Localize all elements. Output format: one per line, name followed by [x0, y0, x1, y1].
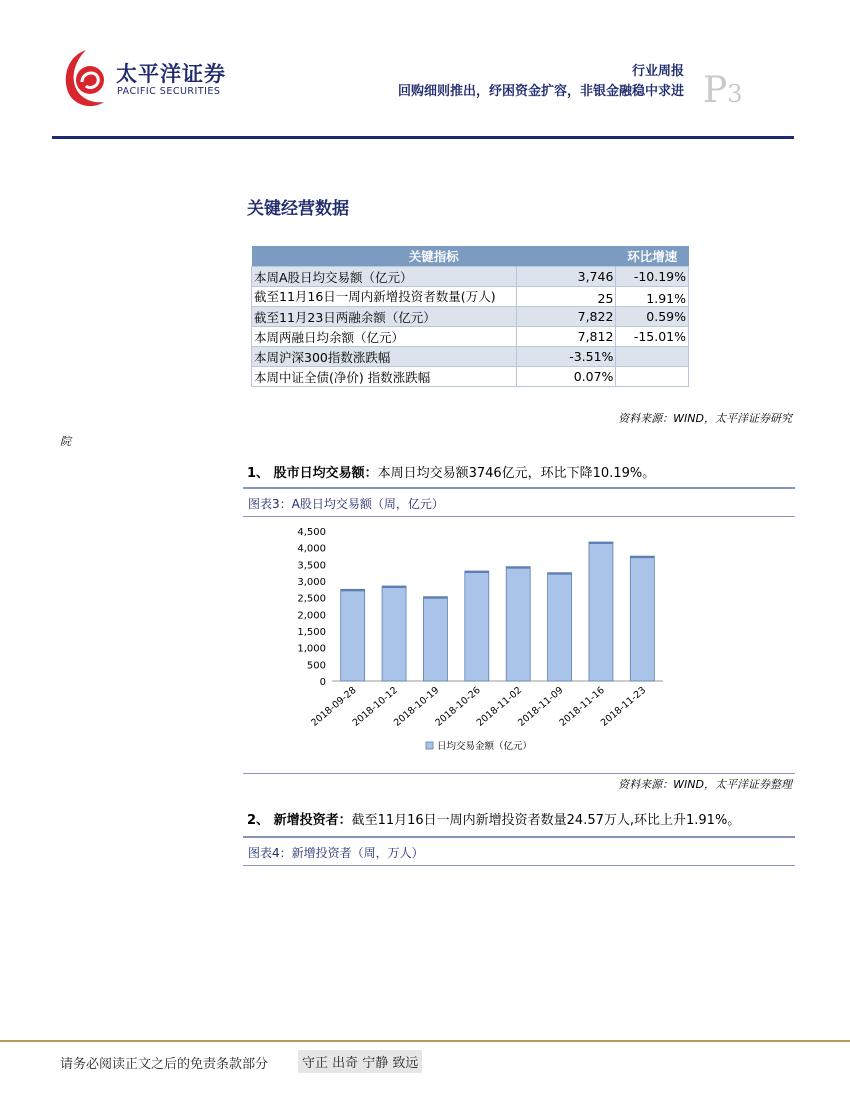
table-row [252, 307, 689, 327]
y-tick-label: 3,000 [297, 577, 326, 588]
figure3-caption-bar [243, 487, 795, 517]
key-data-table [251, 246, 689, 387]
paragraph-lead: 1、 股市日均交易额： [247, 466, 378, 481]
figure3-caption: 图表3：A股日均交易额（周，亿元） [248, 497, 444, 511]
y-tick-label: 4,500 [297, 527, 326, 538]
logo-cn-text: 太平洋证券 [116, 62, 226, 86]
paragraph-trading-volume [247, 462, 655, 481]
report-type: 行业周报 [631, 64, 684, 79]
table-cell-name: 本周A股日均交易额（亿元） [252, 267, 517, 287]
bar [506, 567, 530, 681]
table-cell-value: 0.07% [516, 367, 616, 387]
bar-cap [589, 542, 613, 544]
footer-motto: 守正 出奇 宁静 致远 [298, 1050, 422, 1073]
table-row [252, 347, 689, 367]
bar-chart [268, 517, 713, 767]
figure4-caption-bar [243, 836, 795, 866]
table-cell-name: 本周沪深300指数涨跌幅 [252, 347, 517, 367]
table-cell-name: 本周两融日均余额（亿元） [252, 327, 517, 347]
bar-cap [506, 567, 530, 569]
report-title: 回购细则推出，纾困资金扩容，非银金融稳中求进 [397, 84, 684, 99]
table-cell-name: 截至11月23日两融余额（亿元） [252, 307, 517, 327]
table-header-row [252, 246, 689, 267]
table-cell-value: 3,746 [516, 267, 616, 287]
table-cell-wow: -10.19% [616, 267, 689, 287]
y-tick-label: 1,500 [297, 627, 326, 638]
table-cell-wow [616, 347, 689, 367]
x-tick-label: 2018-11-02 [474, 684, 525, 729]
page-letter: P [703, 70, 728, 111]
bar [548, 573, 572, 681]
x-tick-label: 2018-11-16 [557, 684, 607, 729]
y-tick-label: 4,000 [297, 543, 326, 555]
footer-disclaimer: 请务必阅读正文之后的免责条款部分 [60, 1057, 269, 1072]
table-header-indicator: 关键指标 [252, 246, 616, 267]
paragraph-new-investors [247, 809, 740, 828]
header-divider [52, 136, 794, 139]
x-tick-label: 2018-09-28 [309, 684, 359, 729]
page-digit: 3 [727, 80, 743, 108]
bar-cap [423, 597, 447, 599]
y-tick-label: 2,000 [297, 610, 326, 622]
page-number [703, 70, 743, 111]
paragraph-lead: 2、 新增投资者： [247, 813, 352, 828]
bar-cap [382, 586, 406, 588]
bar-cap [630, 556, 654, 558]
paragraph-text: 截至11月16日一周内新增投资者数量24.57万人,环比上升1.91%。 [351, 813, 741, 828]
figure4-caption: 图表4：新增投资者（周，万人） [248, 846, 424, 860]
table-cell-wow: -15.01% [616, 327, 689, 347]
section-title: 关键经营数据 [247, 199, 349, 219]
footer-divider [0, 1040, 850, 1042]
table-cell-name: 本周中证全债(净价) 指数涨跌幅 [252, 367, 517, 387]
bar-cap [465, 571, 489, 573]
y-tick-label: 3,500 [297, 560, 326, 572]
table-row [252, 327, 689, 347]
bar [465, 571, 489, 681]
x-tick-label: 2018-11-09 [516, 684, 566, 729]
bar [589, 542, 613, 681]
bar-cap [341, 589, 365, 591]
figure3-bottom-rule [243, 773, 795, 774]
table-cell-name: 截至11月16日一周内新增投资者数量(万人) [252, 287, 517, 307]
table-cell-value: 25 [516, 287, 616, 307]
legend-label: 日均交易金额（亿元） [437, 741, 533, 752]
y-tick-label: 0 [319, 677, 326, 688]
table-cell-value: 7,812 [516, 327, 616, 347]
table-row [252, 367, 689, 387]
company-logo [60, 44, 260, 114]
paragraph-text: 本周日均交易额3746亿元，环比下降10.19%。 [377, 466, 656, 481]
legend-swatch [426, 742, 433, 749]
table-cell-wow: 0.59% [616, 307, 689, 327]
logo-emblem-icon [60, 44, 110, 110]
bar [382, 586, 406, 681]
table-header-wow: 环比增速 [616, 246, 689, 267]
bar-cap [548, 573, 572, 575]
table-source: 资料来源：WIND，太平洋证券研究 [618, 412, 792, 425]
y-tick-label: 500 [306, 660, 326, 672]
logo-en-text: PACIFIC SECURITIES [117, 86, 221, 97]
table-cell-value: 7,822 [516, 307, 616, 327]
y-tick-label: 1,000 [297, 643, 326, 655]
x-tick-label: 2018-10-19 [391, 684, 442, 729]
x-tick-label: 2018-10-12 [350, 684, 400, 729]
table-row [252, 267, 689, 287]
x-tick-label: 2018-11-23 [598, 684, 649, 729]
bar [423, 597, 447, 681]
table-cell-value: -3.51% [516, 347, 616, 367]
bar [630, 556, 654, 681]
x-tick-label: 2018-10-26 [433, 684, 483, 729]
table-cell-wow: 1.91% [616, 287, 689, 307]
table-source-wrap: 院 [60, 435, 71, 448]
table-cell-wow [616, 367, 689, 387]
table-row [252, 287, 689, 307]
y-tick-label: 2,500 [297, 593, 326, 605]
figure3-source: 资料来源：WIND，太平洋证券整理 [618, 778, 792, 791]
bar [341, 589, 365, 681]
